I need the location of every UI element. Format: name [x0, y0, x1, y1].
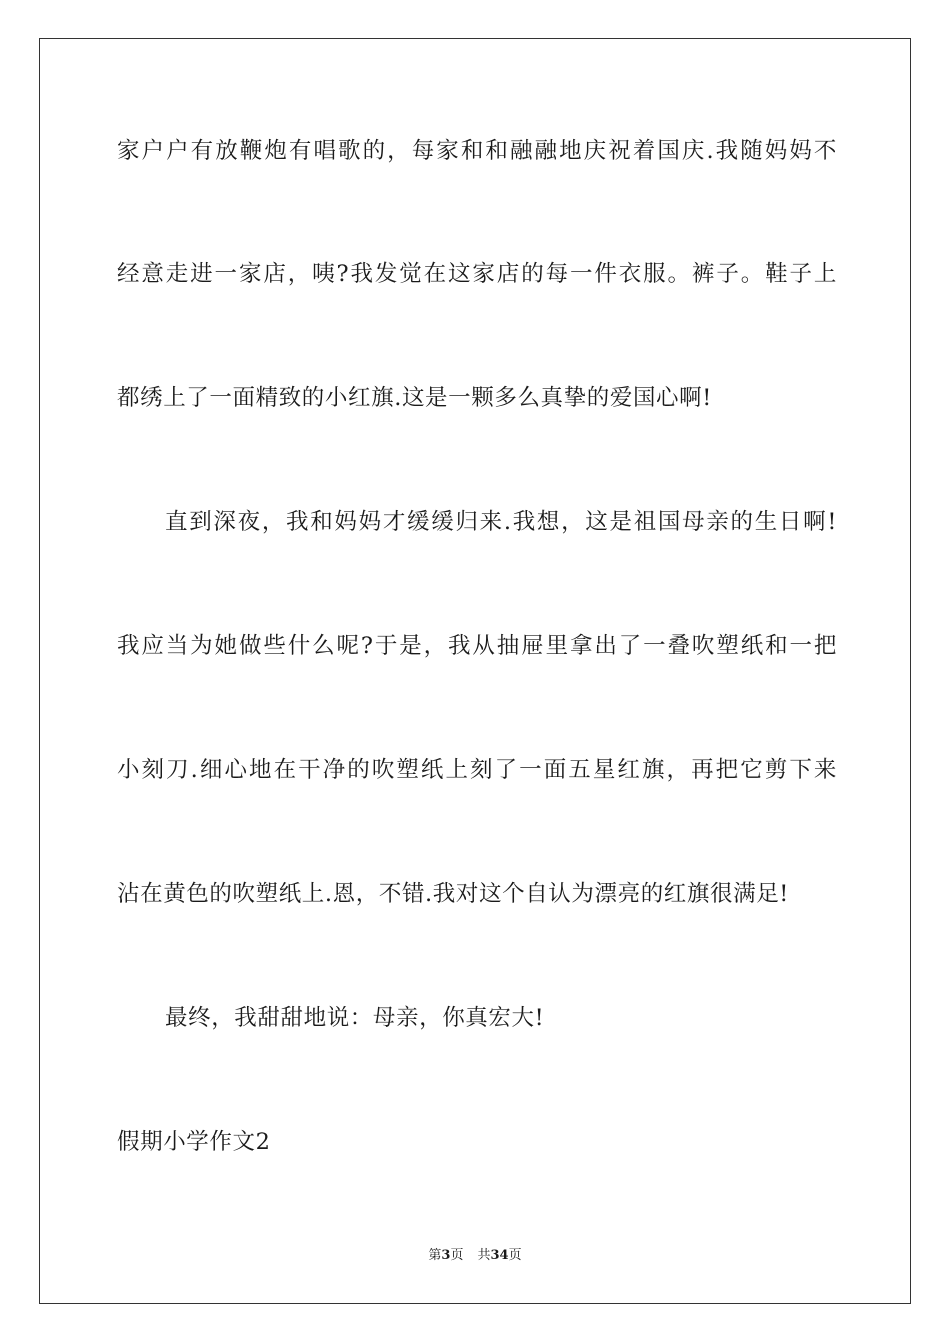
page-total-number: 34 — [490, 1248, 509, 1263]
paragraph-line-4: 直到深夜，我和妈妈才缓缓归来.我想，这是祖国母亲的生日啊! — [165, 509, 837, 535]
section-heading: 假期小学作文2 — [117, 1129, 271, 1155]
page-border — [39, 38, 911, 1304]
paragraph-line-1: 家户户有放鞭炮有唱歌的，每家和和融融地庆祝着国庆.我随妈妈不 — [117, 138, 837, 164]
page-suffix: 页 — [450, 1248, 464, 1263]
total-prefix: 共 — [477, 1248, 491, 1263]
paragraph-line-2: 经意走进一家店，咦?我发觉在这家店的每一件衣服。裤子。鞋子上 — [117, 261, 837, 287]
paragraph-line-5: 我应当为她做些什么呢?于是，我从抽屉里拿出了一叠吹塑纸和一把 — [117, 633, 837, 659]
page-footer — [0, 1247, 950, 1265]
total-suffix: 页 — [508, 1248, 522, 1263]
paragraph-line-8: 最终，我甜甜地说：母亲，你真宏大! — [165, 1005, 545, 1031]
page-prefix: 第 — [428, 1248, 442, 1263]
paragraph-line-7: 沾在黄色的吹塑纸上.恩，不错.我对这个自认为漂亮的红旗很满足! — [117, 881, 789, 907]
page-current-number: 3 — [441, 1248, 451, 1263]
paragraph-line-3: 都绣上了一面精致的小红旗.这是一颗多么真挚的爱国心啊! — [117, 385, 712, 411]
paragraph-line-6: 小刻刀.细心地在干净的吹塑纸上刻了一面五星红旗，再把它剪下来 — [117, 757, 837, 783]
